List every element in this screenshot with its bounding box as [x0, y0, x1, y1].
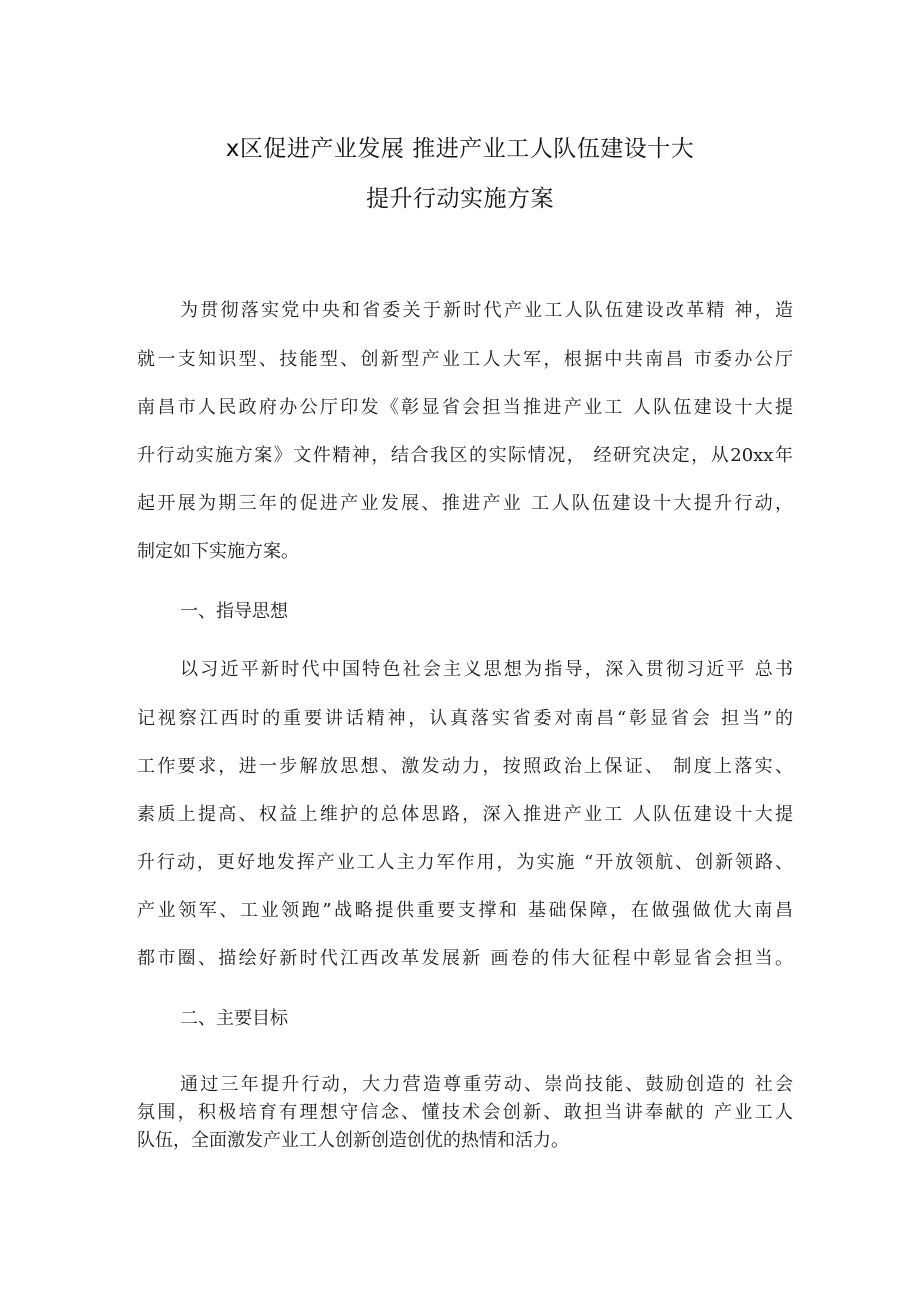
- section1-line-5: 升行动，更好地发挥产业工人主力军作用，为实施 “开放领航、创新领路、: [137, 852, 793, 873]
- section-heading-guiding-ideology: 一、指导思想: [180, 601, 288, 622]
- section2-line-1: 通过三年提升行动，大力营造尊重劳动、崇尚技能、鼓励创造的 社会: [180, 1074, 793, 1095]
- section1-line-6: 产业领军、工业领跑”战略提供重要支撑和 基础保障，在做强做优大南昌: [137, 900, 793, 921]
- intro-line-2: 就一支知识型、技能型、创新型产业工人大军，根据中共南昌 市委办公厅: [137, 349, 793, 370]
- section-heading-main-goals: 二、主要目标: [180, 1008, 288, 1029]
- section1-line-7: 都市圈、描绘好新时代江西改革发展新 画卷的伟大征程中彰显省会担当。: [137, 948, 793, 969]
- document-title-line-1: x区促进产业发展 推进产业工人队伍建设十大: [225, 136, 695, 162]
- section1-line-2: 记视察江西时的重要讲话精神，认真落实省委对南昌“彰显省会 担当”的: [137, 708, 793, 729]
- section1-line-1: 以习近平新时代中国特色社会主义思想为指导，深入贯彻习近平 总书: [180, 659, 793, 680]
- section1-line-3: 工作要求，进一步解放思想、激发动力，按照政治上保证、 制度上落实、: [137, 756, 793, 777]
- section2-line-3: 队伍，全面激发产业工人创新创造创优的热情和活力。: [137, 1130, 569, 1151]
- section1-line-4: 素质上提高、权益上维护的总体思路，深入推进产业工 人队伍建设十大提: [137, 804, 793, 825]
- intro-line-6: 制定如下实施方案。: [137, 541, 299, 562]
- document-title-line-2: 提升行动实施方案: [366, 186, 554, 212]
- intro-line-4: 升行动实施方案》文件精神，结合我区的实际情况， 经研究决定，从20xx年: [137, 445, 793, 466]
- intro-line-1: 为贯彻落实党中央和省委关于新时代产业工人队伍建设改革精 神，造: [180, 300, 793, 321]
- section2-line-2: 氛围，积极培育有理想守信念、懂技术会创新、敢担当讲奉献的 产业工人: [137, 1102, 793, 1123]
- intro-line-5: 起开展为期三年的促进产业发展、推进产业 工人队伍建设十大提升行动，: [137, 493, 793, 514]
- intro-line-3: 南昌市人民政府办公厅印发《彰显省会担当推进产业工 人队伍建设十大提: [137, 397, 793, 418]
